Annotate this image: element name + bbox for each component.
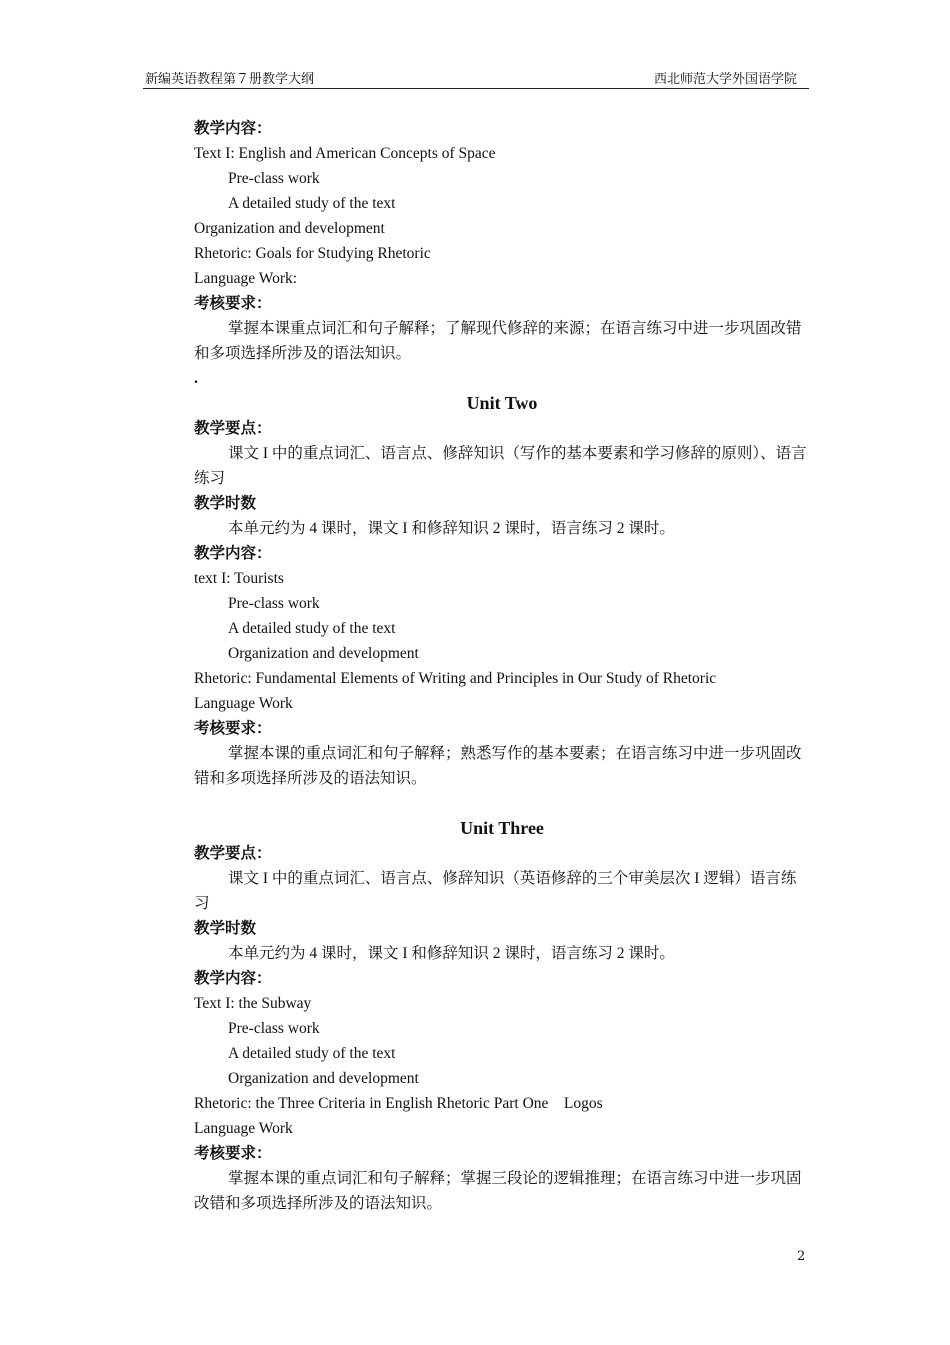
unit1-organization: Organization and development bbox=[194, 220, 385, 237]
unit3-language-work: Language Work bbox=[194, 1120, 293, 1137]
header-course-title: 新编英语教程第７册教学大纲 bbox=[145, 72, 315, 87]
unit1-requirements-text bbox=[194, 316, 810, 366]
header-institution: 西北师范大学外国语学院 bbox=[653, 72, 797, 87]
unit3-item-preclass: Pre-class work bbox=[228, 1020, 320, 1037]
unit3-hours-text: 本单元约为 4 课时，课文 I 和修辞知识 2 课时，语言练习 2 课时。 bbox=[228, 945, 675, 962]
spacer bbox=[194, 791, 810, 816]
unit1-text-title: Text I: English and American Concepts of Space bbox=[194, 145, 496, 162]
unit2-points bbox=[194, 441, 810, 491]
unit1-item-detailed-study: A detailed study of the text bbox=[228, 195, 396, 212]
unit3-requirements-text: 掌握本课的重点词汇和句子解释；掌握三段论的逻辑推理；在语言练习中进一步巩固改错和多项选择所涉及的语法知识。 bbox=[194, 1170, 802, 1212]
stray-dot: . bbox=[194, 370, 198, 387]
unit2-content-label: 教学内容： bbox=[194, 545, 272, 562]
unit2-item-detailed-study: A detailed study of the text bbox=[228, 620, 396, 637]
unit3-content-label: 教学内容： bbox=[194, 970, 272, 987]
unit1-item-preclass: Pre-class work bbox=[228, 170, 320, 187]
unit2-hours-label: 教学时数 bbox=[194, 495, 257, 512]
unit2-text-title: text I: Tourists bbox=[194, 570, 284, 587]
unit1-requirements-content: 掌握本课重点词汇和句子解释；了解现代修辞的来源；在语言练习中进一步巩固改错和多项选择所涉及的语法知识。 bbox=[194, 320, 802, 362]
unit3-item-detailed-study: A detailed study of the text bbox=[228, 1045, 396, 1062]
unit2-hours-text: 本单元约为 4 课时，课文 I 和修辞知识 2 课时，语言练习 2 课时。 bbox=[228, 520, 675, 537]
page-number: 2 bbox=[797, 1249, 806, 1264]
unit1-content-label: 教学内容： bbox=[194, 120, 272, 137]
unit3-points-label: 教学要点： bbox=[194, 845, 272, 862]
unit2-rhetoric: Rhetoric: Fundamental Elements of Writing and Principles in Our Study of Rhetoric bbox=[194, 670, 717, 687]
unit3-requirements-label: 考核要求： bbox=[194, 1145, 272, 1162]
unit1-rhetoric: Rhetoric: Goals for Studying Rhetoric bbox=[194, 245, 431, 262]
unit2-language-work: Language Work bbox=[194, 695, 293, 712]
unit3-text-title: Text I: the Subway bbox=[194, 995, 312, 1012]
unit2-title: Unit Two bbox=[466, 393, 538, 413]
unit2-item-preclass: Pre-class work bbox=[228, 595, 320, 612]
unit2-item-organization: Organization and development bbox=[228, 645, 419, 662]
unit3-hours-label: 教学时数 bbox=[194, 920, 257, 937]
unit1-requirements-label: 考核要求： bbox=[194, 295, 272, 312]
unit3-rhetoric: Rhetoric: the Three Criteria in English Rhetoric Part One Logos bbox=[194, 1095, 603, 1112]
unit2-points-label: 教学要点： bbox=[194, 420, 272, 437]
unit3-points bbox=[194, 866, 810, 916]
unit3-requirements bbox=[194, 1166, 810, 1216]
unit2-requirements bbox=[194, 741, 810, 791]
unit2-points-text: 课文 I 中的重点词汇、语言点、修辞知识（写作的基本要素和学习修辞的原则）、语言练习 bbox=[194, 445, 807, 487]
unit2-requirements-text: 掌握本课的重点词汇和句子解释；熟悉写作的基本要素；在语言练习中进一步巩固改错和多项选择所涉及的语法知识。 bbox=[194, 745, 802, 787]
unit3-points-text: 课文 I 中的重点词汇、语言点、修辞知识（英语修辞的三个审美层次 I 逻辑）语言练习 bbox=[194, 870, 797, 912]
unit2-requirements-label: 考核要求： bbox=[194, 720, 272, 737]
document-body bbox=[194, 116, 810, 1216]
page-header bbox=[143, 66, 809, 89]
unit3-title: Unit Three bbox=[460, 818, 544, 838]
unit1-language-work: Language Work: bbox=[194, 270, 298, 287]
unit3-item-organization: Organization and development bbox=[228, 1070, 419, 1087]
